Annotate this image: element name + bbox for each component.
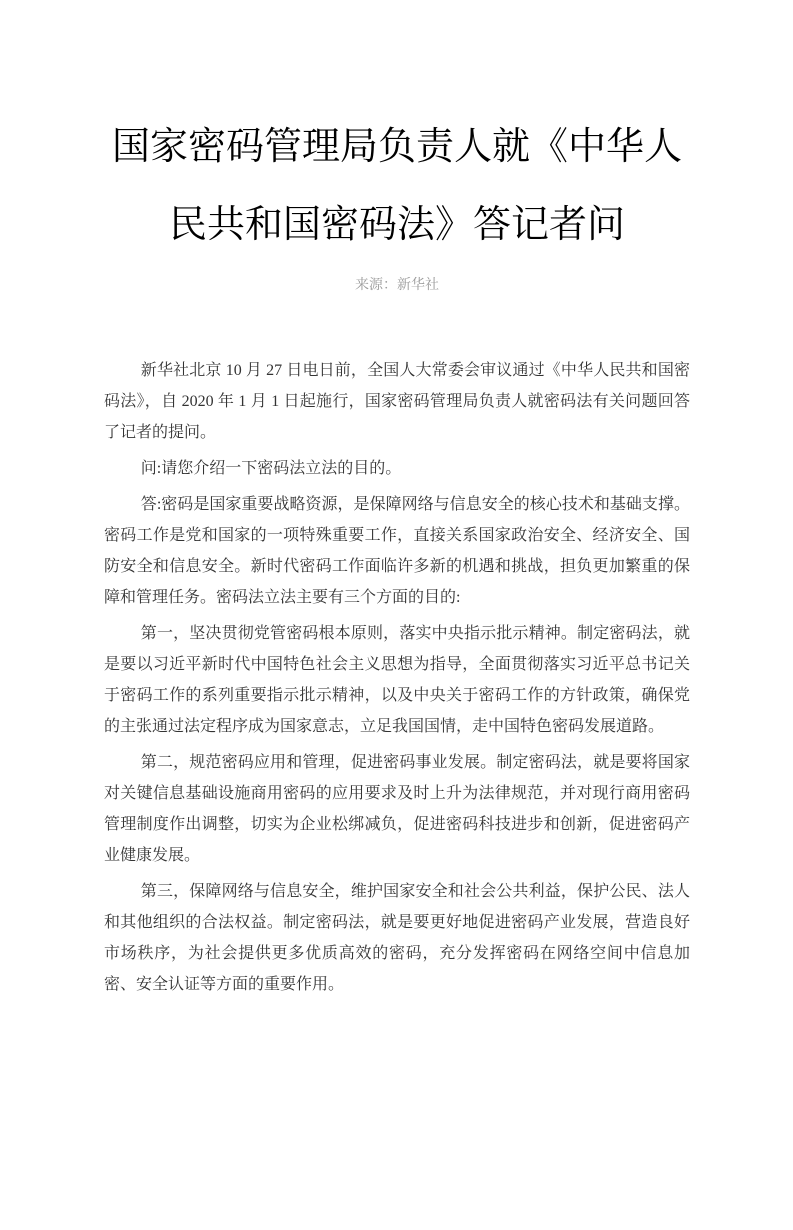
article-source: 来源：新华社 xyxy=(355,276,439,292)
article-body xyxy=(104,355,690,1000)
paragraph-question: 问:请您介绍一下密码法立法的目的。 xyxy=(140,460,402,477)
paragraph-point-3: 第三，保障网络与信息安全，维护国家安全和社会公共利益，保护公民、法人和其他组织的合法权益。制定密码法，就是要更好地促进密码产业发展，营造良好市场秩序，为社会提供更多优质高效的密码，充分发挥密码在网络空间中信息加密、安全认证等方面的重要作用。 xyxy=(104,883,690,993)
document-page xyxy=(0,108,793,1230)
article-title-line-2: 民共和国密码法》答记者问 xyxy=(168,204,625,246)
paragraph-intro: 新华社北京 10 月 27 日电日前，全国人大常委会审议通过《中华人民共和国密码法》，自 2020 年 1 月 1 日起施行，国家密码管理局负责人就密码法有关问题回答了记者的提问。 xyxy=(104,362,690,441)
paragraph-point-1: 第一，坚决贯彻党管密码根本原则，落实中央指示批示精神。制定密码法，就是要以习近平新时代中国特色社会主义思想为指导，全面贯彻落实习近平总书记关于密码工作的系列重要指示批示精神，以及中央关于密码工作的方针政策，确保党的主张通过法定程序成为国家意志，立足我国国情，走中国特色密码发展道路。 xyxy=(104,625,690,735)
paragraph-answer-overview: 答:密码是国家重要战略资源，是保障网络与信息安全的核心技术和基础支撑。密码工作是党和国家的一项特殊重要工作，直接关系国家政治安全、经济安全、国防安全和信息安全。新时代密码工作面临许多新的机遇和挑战，担负更加繁重的保障和管理任务。密码法立法主要有三个方面的目的: xyxy=(104,496,690,606)
article-title-line-1: 国家密码管理局负责人就《中华人 xyxy=(111,126,682,168)
paragraph-point-2: 第二，规范密码应用和管理，促进密码事业发展。制定密码法，就是要将国家对关键信息基础设施商用密码的应用要求及时上升为法律规范，并对现行商用密码管理制度作出调整，切实为企业松绑减负，促进密码科技进步和创新，促进密码产业健康发展。 xyxy=(104,754,690,864)
article-title xyxy=(104,108,690,264)
